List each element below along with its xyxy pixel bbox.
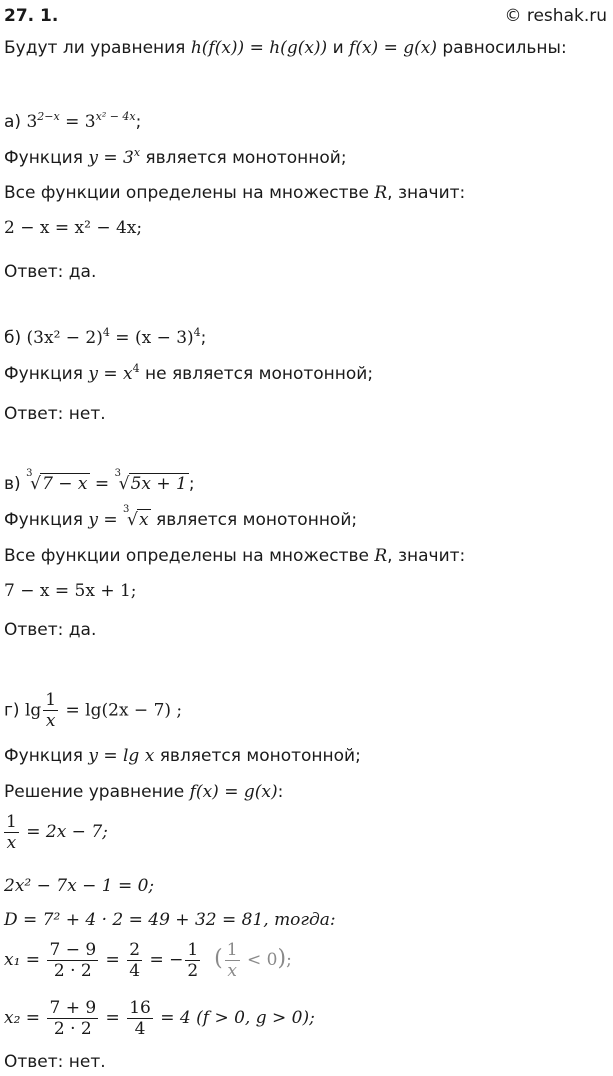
part-a-func-post: является монотонной; (140, 148, 347, 168)
part-a-function (4, 148, 347, 168)
part-v-domain (4, 546, 465, 566)
part-a-equation (4, 112, 141, 132)
part-a-func-exp: x (133, 146, 141, 159)
part-g-x1-cond-den: x (227, 961, 237, 981)
part-g-x1-mid: = (100, 950, 126, 970)
part-g-x1-cond-frac (225, 940, 240, 981)
part-g-x2-mid: = (100, 1008, 126, 1028)
question-eq1: h(f(x)) = h(g(x)) (190, 38, 328, 58)
part-v-result: 7 − x = 5x + 1; (4, 581, 137, 601)
part-g-discriminant: D = 7² + 4 · 2 = 49 + 32 = 81, тогда: (4, 910, 336, 930)
part-b-answer: Ответ: нет. (4, 404, 106, 424)
part-g-x1-cond-rest: < 0 (241, 950, 278, 970)
part-g-x1-frac2 (127, 940, 142, 981)
part-v-equation (4, 468, 195, 494)
part-g-step2: 2x² − 7x − 1 = 0; (4, 876, 155, 896)
part-v-func-root: 3 √ x (122, 504, 149, 530)
part-g-function (4, 746, 361, 766)
part-v-root-index-left: 3 (26, 468, 33, 479)
part-g-rhs: = lg(2x − 7) ; (60, 700, 183, 721)
part-v-rad-right: 5x + 1 (130, 474, 187, 494)
part-g-x1-num: 7 − 9 (49, 940, 97, 960)
part-g-x2-num2: 16 (129, 998, 151, 1018)
part-g-x1-mid2: = − (144, 950, 184, 970)
part-v-label: в) (4, 474, 27, 494)
part-v-root-right: 3 √ 5x + 1 (114, 468, 187, 494)
part-g-step1-frac (4, 812, 19, 853)
part-v-func-pre: Функция (4, 510, 89, 530)
part-a-eq: = (59, 112, 85, 132)
part-g-x1: x₁ = $\frac{7 - 9}{2 \cdot 2}$ = $\frac{2}{4}$ = − $\frac{1}{2}$ ( $\frac{1}{x}$ < 0); (4, 940, 292, 981)
part-v-rad-left: 7 − x (42, 474, 88, 494)
part-g-step1-den: x (6, 833, 17, 853)
part-g-x1-den2: 4 (129, 961, 141, 981)
part-g-fraction (43, 690, 58, 731)
part-g-x1-cond-num: 1 (226, 940, 238, 960)
part-g-x2-frac2 (127, 998, 153, 1039)
question-prefix: Будут ли уравнения (4, 38, 191, 58)
part-v-end: ; (188, 474, 195, 494)
part-a-answer: Ответ: да. (4, 262, 97, 282)
part-g-equation (4, 690, 182, 731)
part-g-answer: Ответ: нет. (4, 1052, 106, 1072)
part-g-x1-label: x₁ = (4, 950, 46, 970)
part-b-rhs: = (x − 3) (109, 328, 194, 348)
part-v-answer: Ответ: да. (4, 620, 97, 640)
part-g-x1-frac1 (47, 940, 98, 981)
question-text (4, 38, 567, 58)
part-b-func-post: не является монотонной; (139, 364, 374, 384)
part-v-eq: = (89, 474, 115, 494)
part-g-solve-post: : (277, 782, 284, 802)
part-g-x2-den: 2 · 2 (53, 1019, 92, 1039)
part-b-exp2: 4 (193, 326, 201, 339)
question-suffix: равносильны: (436, 38, 567, 58)
part-g-frac-num: 1 (45, 690, 57, 710)
part-a-func: y = 3 (88, 148, 134, 168)
part-v-func-rad: x (138, 510, 149, 530)
question-conj: и (327, 38, 350, 58)
part-g-x1-num3: 1 (187, 940, 199, 960)
part-g-x1-den3: 2 (187, 961, 199, 981)
part-v-function (4, 504, 358, 530)
part-g-solve (4, 782, 283, 802)
part-g-solve-pre: Решение уравнение (4, 782, 190, 802)
problem-number: 27. 1. (4, 6, 59, 26)
part-b-label: б) (4, 328, 27, 348)
part-g-step1-rhs: = 2x − 7; (20, 822, 108, 842)
part-a-exp-right: x² − 4x (95, 110, 136, 123)
part-a-end: ; (135, 112, 142, 132)
part-a-base-right: 3 (84, 112, 96, 132)
part-a-func-pre: Функция (4, 148, 89, 168)
part-v-func: y = (88, 510, 123, 530)
part-g-x1-end: ; (286, 950, 292, 970)
part-v-domain-pre: Все функции определены на множестве (4, 546, 375, 566)
part-g-func-post: является монотонной; (154, 746, 361, 766)
part-v-root-left: 3 √ 7 − x (26, 468, 88, 494)
part-a-domain-pre: Все функции определены на множестве (4, 183, 375, 203)
part-a-result: 2 − x = x² − 4x; (4, 218, 143, 238)
part-b-exp1: 4 (102, 326, 110, 339)
part-a-domain (4, 183, 465, 203)
part-a-base-left: 3 (26, 112, 38, 132)
part-v-domain-r: R (374, 546, 388, 566)
site-watermark: © reshak.ru (504, 6, 607, 26)
part-g-solve-eq: f(x) = g(x) (189, 782, 278, 802)
part-g-x1-num2: 2 (129, 940, 141, 960)
part-a-domain-post: , значит: (387, 183, 466, 203)
part-g-step1-num: 1 (6, 812, 17, 832)
part-v-func-post: является монотонной; (150, 510, 358, 530)
part-g-x1-frac3 (185, 940, 200, 981)
part-g-x2-frac1 (47, 998, 98, 1039)
part-g-frac-den: x (45, 711, 56, 731)
part-b-function (4, 364, 373, 384)
part-g-func: y = lg x (88, 746, 155, 766)
part-b-equation (4, 328, 206, 348)
part-b-end: ; (200, 328, 207, 348)
part-g-x2-num: 7 + 9 (49, 998, 97, 1018)
part-a-label: а) (4, 112, 27, 132)
part-g-x1-den: 2 · 2 (53, 961, 92, 981)
part-g-x2 (4, 998, 315, 1039)
part-b-func-pre: Функция (4, 364, 89, 384)
part-g-x2-label: x₂ = (4, 1008, 46, 1028)
part-v-root-index-right: 3 (114, 468, 121, 479)
part-a-domain-r: R (374, 183, 388, 203)
part-g-func-pre: Функция (4, 746, 89, 766)
part-b-func: y = x (88, 364, 133, 384)
part-v-func-root-index: 3 (122, 504, 130, 515)
part-a-exp-left: 2−x (37, 110, 60, 123)
part-v-domain-post: , значит: (387, 546, 466, 566)
part-g-label: г) (4, 700, 25, 721)
part-g-lg: lg (24, 700, 42, 721)
question-eq2: f(x) = g(x) (349, 38, 437, 58)
part-b-func-exp: 4 (132, 362, 140, 375)
part-g-step1 (2, 812, 108, 853)
part-b-lhs: (3x² − 2) (26, 328, 103, 348)
part-g-x2-den2: 4 (134, 1019, 146, 1039)
part-g-x2-rest: = 4 (f > 0, g > 0); (154, 1008, 315, 1028)
